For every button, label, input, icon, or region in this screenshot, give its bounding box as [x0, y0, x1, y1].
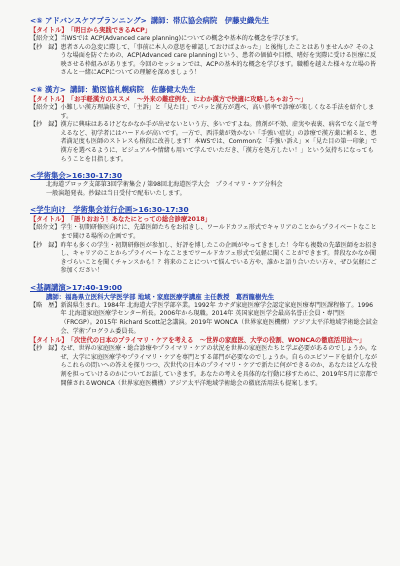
section-acp: [30, 16, 378, 78]
section-keynote-bio: 新潟県生まれ。1984年 北海道大学医学部卒業。1992年 カナダ家庭医療学会認定家庭医療専門医課程修了。1996年 北海道家庭医療学センター所長。2006年から現職。2014年 英国家庭医学会最高名誉正会員・専門医（FRCGP）。2015年 Richard Scott記念講演。2019年 WONCA（世界家庭医機構）アジア太平洋地域学術総会試金会、学術プログラム委員長。: [60, 301, 378, 335]
section-academic-meeting: [30, 171, 378, 198]
section-student: [30, 205, 378, 276]
section-acp-title-label: 【タイトル】: [30, 27, 68, 34]
section-academic-heading: <学術集会>16:30-17:30: [30, 171, 123, 181]
section-student-intro-label: 【紹介文】: [30, 224, 61, 232]
section-keynote-speaker: 講師：福島県立医科大学医学部 地域・家庭医療学講座 主任教授 葛西龍樹先生: [46, 292, 275, 301]
section-kampo-title: 「お手軽漢方のススメ ～外来の難症例を、にわか漢方で快適に攻略しちゃおう～」: [67, 95, 307, 103]
section-keynote: [30, 283, 378, 388]
section-kampo-abstract: 漢方に興味はあるけどなかなか手が出せないという方、多いですよね。煎剤が不効、虚実や表裏、病名でなく証で考えるなど、初学者にはハードルが高いです。一方で、西洋薬が効かない「手強い症状」の診療で漢方薬に頼ると、患者満足度も医師のストレスも格段に改善します！本WSでは、Commonな「手強い訴え」×「見た目の第一印象」で漢方を選べるように、ビジュアルや情緒も用いて学んでいただき、「漢方を処方したい！」という気持ちになってもらうことを目指します。: [60, 121, 378, 163]
section-kampo-intro: 小難しい漢方理論抜きで、「主訴」と「見た目」でパッと漢方が選べ、高い勝率で診療が楽しくなる手法を紹介します。: [60, 103, 375, 120]
section-academic-line2: 一般演題発表。抄録は当日受付で配布いたします。: [46, 189, 186, 197]
section-keynote-heading: <基調講演>17:40-19:00: [30, 282, 123, 292]
section-kampo-speaker: 講師：勤医協札幌病院 佐藤健太先生: [70, 84, 196, 94]
section-kampo-abstract-label: 【抄 録】: [30, 121, 61, 129]
section-academic-line1: 北海道ブロック支部第3回学術集会 / 第98回北海道医学大会 プライマリ・ケア分科会: [46, 181, 283, 189]
section-keynote-bio-label: 【略 歴】: [30, 301, 61, 309]
section-student-abstract-label: 【抄 録】: [30, 241, 61, 249]
section-kampo-intro-label: 【紹介文】: [30, 103, 61, 111]
section-kampo-title-label: 【タイトル】: [30, 95, 68, 103]
section-acp-intro-label: 【紹介文】: [30, 35, 61, 42]
section-acp-title: 「明日から実践できるACP」: [67, 27, 152, 34]
section-student-title: 「語りおおう！あなたにとっての総合診療2018」: [67, 216, 211, 224]
section-keynote-title: 「次世代の日本のプライマリ・ケアを考える ～世界の家庭医、大学の役割、WONCAの徹底活用法～」: [67, 337, 366, 345]
section-kampo-heading: <⑥ 漢方>: [30, 84, 66, 94]
section-student-heading: <学生向け 学術集会並行企画>16:30-17:30: [30, 205, 189, 215]
section-acp-speaker: 講師：帯広協会病院 伊藤史織先生: [150, 16, 270, 25]
section-student-title-label: 【タイトル】: [30, 216, 68, 224]
section-kampo: [30, 85, 378, 164]
section-student-abstract: 昨年も多くの学生・初期研修医が参加し、好評を博したこの企画がやってきました！今年も複数の先輩医師をお招きし、キャリアのことからプライベートなことまでワールドカフェ形式で気軽に聞くことができます。普段なかなか聞きづらいことを聞くチャンスかも！？将来のことについて悩んでいる方や、誰かと語り合いたい方々、ぜひ気軽にご参加ください！: [60, 241, 378, 275]
section-keynote-title-label: 【タイトル】: [30, 337, 68, 345]
section-acp-heading: <⑤ アドバンスケアプランニング>: [30, 16, 147, 25]
section-keynote-abstract-label: 【抄 録】: [30, 345, 61, 353]
section-acp-abstract: 患者さんの急変に際して、「事前に本人の意思を確認しておけばよかった」と後悔したことはありませんか？そのような場面を防ぐための、ACP(Advanced care planning)という、患者の価値や目標、嗜好を実際に受ける医療に反映させる枠組みがあります。今回のセッションでは、ACPの基本的な概念を学びます。職種を越えた様々な立場の皆さんと一緒にACPについての理解を深めましょう！: [60, 43, 377, 77]
section-keynote-abstract: なぜ、世界の家庭医療・総合診療やプライマリ・ケアの状況を世界の家庭医たちと学ぶ必要があるのでしょうか。なぜ、大学に家庭医療学やプライマリ・ケアを専門とする部門が必要なのでしょうか。自らのエピソードを紹介しながらこれらの問いへの答えを探りつつ、次世代の日本のプライマリ・ケアで新たに何ができるのか、あなたはどんな役割を担っていけるのかについてお話していきます。あなたの考えを具体的な行動に移すために、2019年5月に京都で開催されるWONCA（世界家庭医機構）アジア太平洋地域学術総会の徹底活用法も提案します。: [60, 345, 378, 387]
section-acp-abstract-label: 【抄 録】: [30, 43, 61, 51]
section-acp-intro: 当WSでは ACP(Advanced care planning)についての概念や基本的な概念を学びます。: [60, 35, 303, 42]
section-student-intro: 学生・初期研修医向けに、先輩医師たちをお招きし、ワールドカフェ形式でキャリアのことからプライベートなことまで聞ける場所の企画です。: [60, 224, 377, 240]
